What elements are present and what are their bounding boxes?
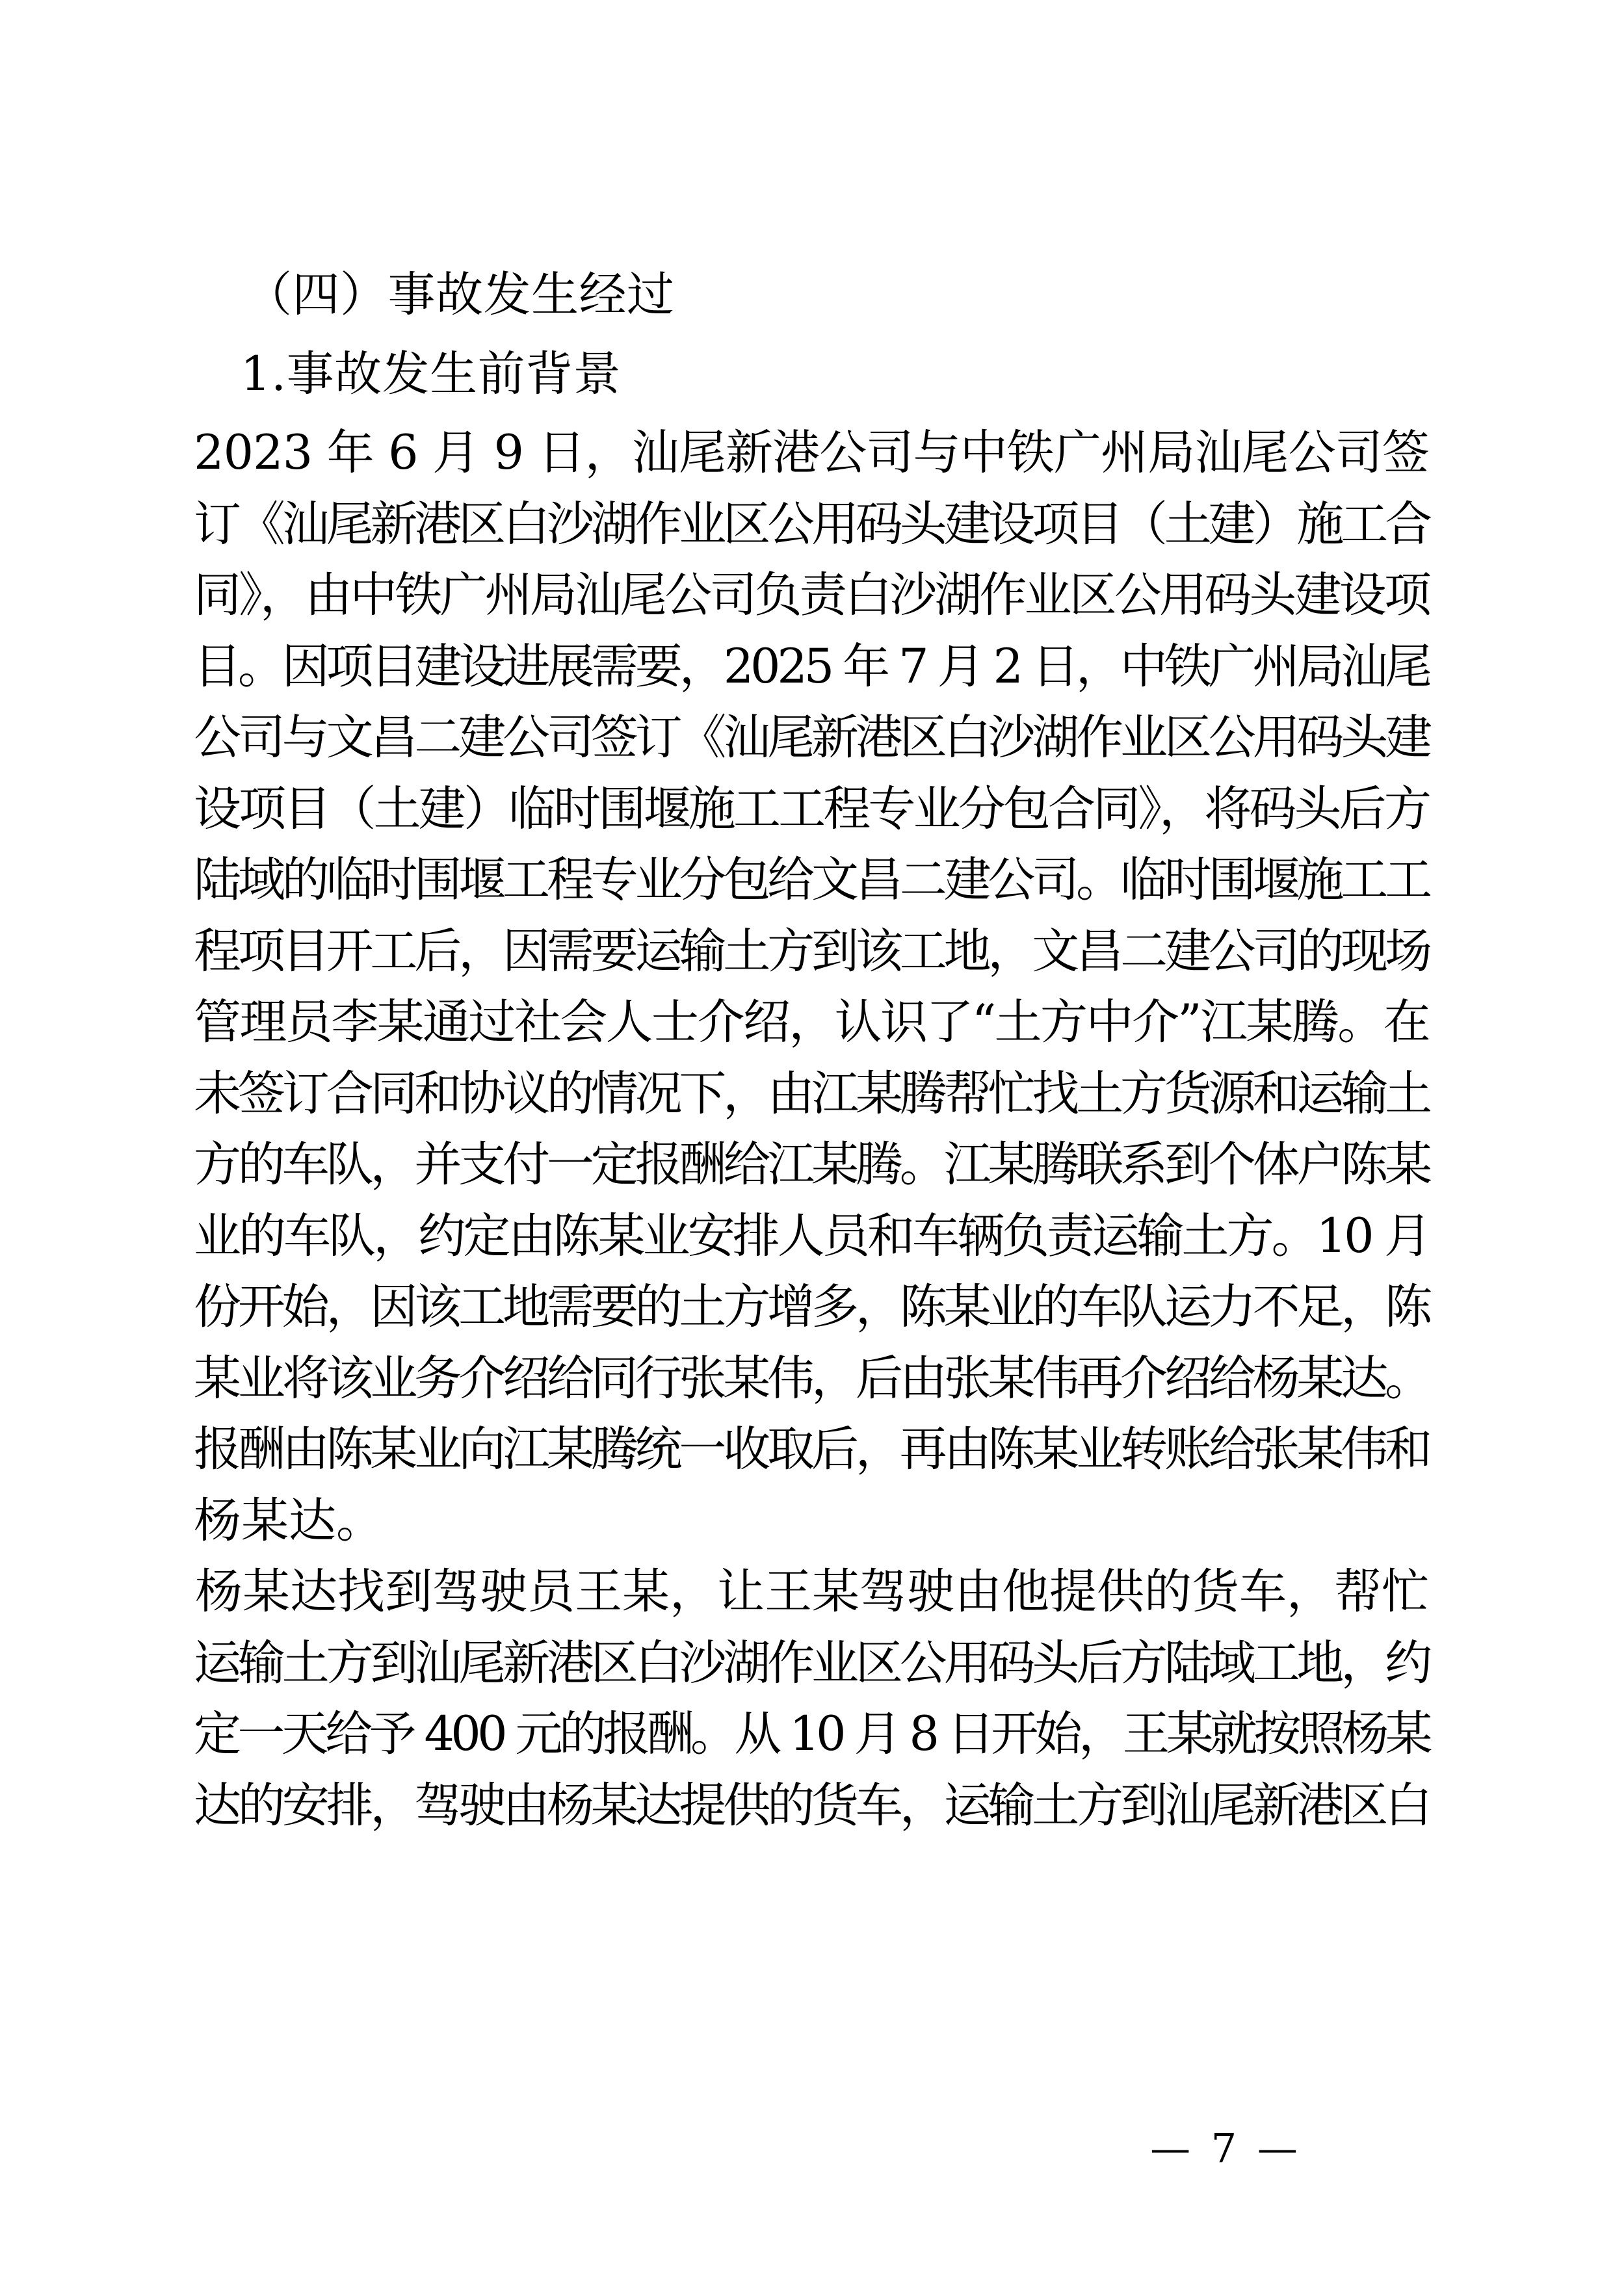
line-text: 程项目开工后，因需要运输土方到该工地，文昌二建公司的现场 [194, 923, 1429, 979]
text-line [194, 702, 1429, 774]
text-line [194, 1129, 1429, 1201]
line-text: 2023 年 6 月 9 日，汕尾新港公司与中铁广州局汕尾公司签 [194, 425, 1429, 480]
text-line [194, 1343, 1429, 1415]
line-text: 某业将该业务介绍给同行张某伟，后由张某伟再介绍给杨某达。 [194, 1350, 1429, 1406]
text-line [194, 1556, 1429, 1628]
text-line [194, 1414, 1429, 1485]
text-line [194, 844, 1429, 916]
text-line [194, 1058, 1429, 1130]
text-line [194, 631, 1429, 703]
page-number: — 7 — [1150, 2124, 1302, 2172]
line-text: 方的车队，并支付一定报酬给江某腾。江某腾联系到个体户陈某 [194, 1137, 1429, 1192]
line-text: 同》，由中铁广州局汕尾公司负责白沙湖作业区公用码头建设项 [194, 567, 1430, 623]
text-line [194, 774, 1429, 845]
text-line [194, 1699, 1429, 1770]
line-text: 管理员李某通过社会人士介绍，认识了“土方中介”江某腾。在 [194, 995, 1430, 1050]
line-text: 定一天给予 400 元的报酬。从 10 月 8 日开始，王某就按照杨某 [194, 1706, 1429, 1762]
page-footer [0, 2124, 1613, 2172]
paragraph-background [194, 417, 1429, 1556]
section-heading-四: （四）事故发生经过 [244, 267, 675, 322]
line-text: 订《汕尾新港区白沙湖作业区公用码头建设项目（土建）施工合 [194, 496, 1429, 552]
line-text: 目。因项目建设进展需要，2025 年 7 月 2 日，中铁广州局汕尾 [194, 638, 1429, 694]
page-content [194, 260, 1429, 1841]
text-line [194, 417, 1429, 489]
line-text: 份开始，因该工地需要的土方增多，陈某业的车队运力不足，陈 [194, 1279, 1429, 1335]
text-line [194, 1770, 1429, 1842]
line-text: 公司与文昌二建公司签订《汕尾新港区白沙湖作业区公用码头建 [194, 710, 1429, 765]
text-line [194, 489, 1429, 560]
line-text: 杨某达。 [194, 1493, 384, 1548]
line-text: 业的车队，约定由陈某业安排人员和车辆负责运输土方。10 月 [194, 1208, 1430, 1264]
line-text: 设项目（土建）临时围堰施工工程专业分包合同》，将码头后方 [194, 781, 1430, 837]
line-text: 未签订合同和协议的情况下，由江某腾帮忙找土方货源和运输土 [194, 1065, 1429, 1121]
subsection-heading-1: 1.事故发生前背景 [241, 346, 622, 402]
text-line [194, 1201, 1429, 1272]
line-text: 报酬由陈某业向江某腾统一收取后，再由陈某业转账给张某伟和 [194, 1422, 1429, 1477]
text-line [194, 1628, 1429, 1699]
text-line [194, 987, 1429, 1058]
paragraph-driver-arrangement [194, 1556, 1429, 1841]
line-text: 杨某达找到驾驶员王某，让王某驾驶由他提供的货车，帮忙 [195, 1564, 1429, 1619]
line-text: 陆域的临时围堰工程专业分包给文昌二建公司。临时围堰施工工 [194, 852, 1429, 907]
text-line [194, 560, 1429, 631]
line-text: 达的安排，驾驶由杨某达提供的货车，运输土方到汕尾新港区白 [194, 1777, 1429, 1833]
text-line [194, 1272, 1429, 1343]
line-text: 运输土方到汕尾新港区白沙湖作业区公用码头后方陆域工地，约 [194, 1635, 1429, 1691]
text-line [194, 916, 1429, 987]
text-line [194, 1485, 1429, 1557]
